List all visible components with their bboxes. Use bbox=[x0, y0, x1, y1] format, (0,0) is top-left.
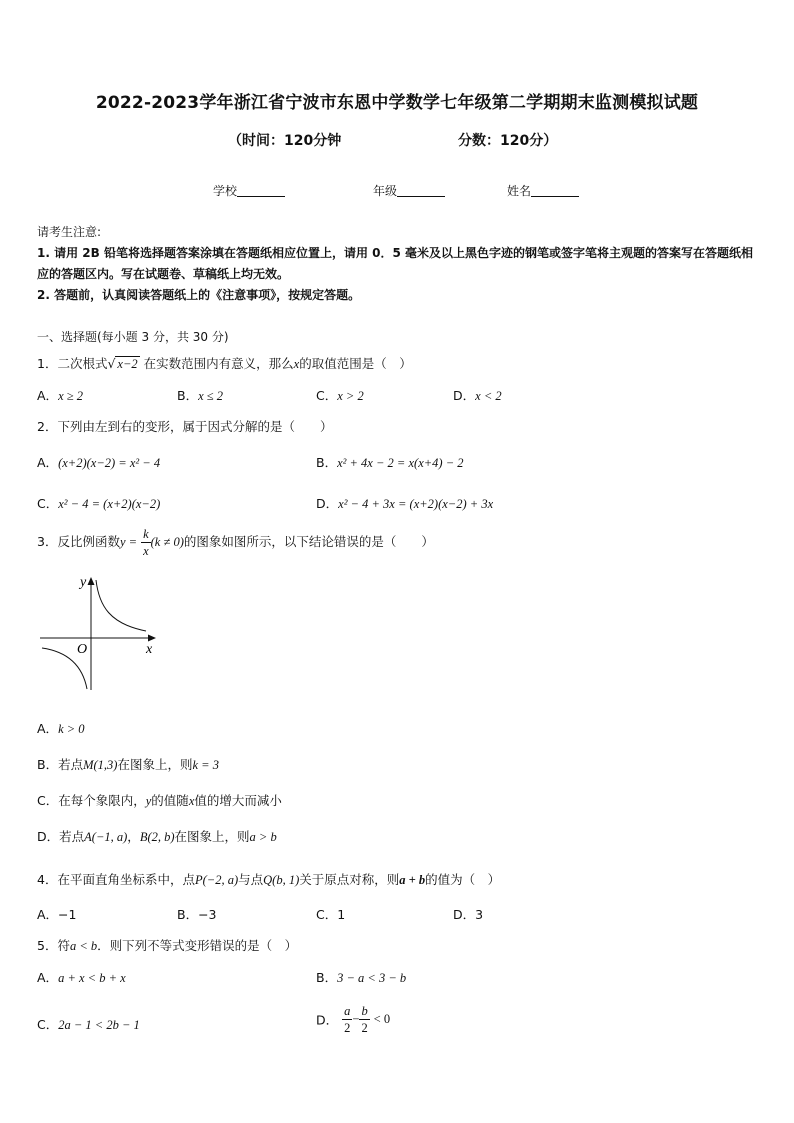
q5-option-a: A．a + x < b + x bbox=[37, 970, 126, 985]
q1-option-b: B．x ≤ 2 bbox=[177, 388, 223, 403]
question-5: 5．符a < b．则下列不等式变形错误的是（ ） bbox=[37, 938, 298, 953]
y-axis-arrow bbox=[88, 577, 95, 585]
q2-option-b: B．x² + 4x − 2 = x(x+4) − 2 bbox=[316, 455, 464, 470]
score-label: 分数：120分） bbox=[458, 133, 558, 149]
notice-item-2: 2. 答题前，认真阅读答题纸上的《注意事项》，按规定答题。 bbox=[37, 288, 361, 302]
grade-blank bbox=[397, 184, 445, 197]
branch-quadrant-1 bbox=[96, 580, 146, 631]
q1-option-a: A．x ≥ 2 bbox=[37, 388, 83, 403]
q2-option-a: A．(x+2)(x−2) = x² − 4 bbox=[37, 455, 161, 470]
q5-option-c: C．2a − 1 < 2b − 1 bbox=[37, 1017, 140, 1032]
section-heading: 一、选择题(每小题 3 分，共 30 分) bbox=[37, 330, 229, 344]
q3-cond: (k ≠ 0) bbox=[150, 535, 184, 549]
q1-var: x bbox=[293, 357, 300, 371]
q2-option-c: C．x² − 4 = (x+2)(x−2) bbox=[37, 496, 161, 511]
q4-option-a: A．−1 bbox=[37, 907, 77, 922]
notice-heading: 请考生注意: bbox=[37, 225, 102, 239]
question-2: 2．下列由左到右的变形，属于因式分解的是（ ） bbox=[37, 419, 333, 434]
time-label: （时间：120分钟 bbox=[228, 133, 342, 149]
q1-option-d: D．x < 2 bbox=[453, 388, 502, 403]
q5-option-d: D． $\frac{a}{2}$ − $\frac{b}{2}$ < 0 bbox=[316, 1004, 391, 1035]
notice-item-1: 1. 请用 2B 铅笔将选择题答案涂填在答题纸相应位置上，请用 0．5 毫米及以上黑色字迹的钢笔或签字笔将主观题的答案写在答题纸相应的答题区内。写在试题卷、草稿纸上均无效。 bbox=[37, 246, 753, 281]
q1-option-c: C．x > 2 bbox=[316, 388, 364, 403]
q2-option-d: D．x² − 4 + 3x = (x+2)(x−2) + 3x bbox=[316, 496, 494, 511]
q3-post: 的图象如图所示，以下结论错误的是（ ） bbox=[183, 534, 434, 549]
y-axis-label: y bbox=[80, 575, 87, 590]
q1-radicand: x−2 bbox=[117, 357, 138, 371]
school-field bbox=[213, 182, 285, 199]
q4-option-b: B．−3 bbox=[177, 907, 217, 922]
notice-block bbox=[37, 222, 759, 306]
page-title: 2022-2023学年浙江省宁波市东恩中学数学七年级第二学期期末监测模拟试题 bbox=[95, 93, 699, 113]
q4-option-d: D．3 bbox=[453, 907, 484, 922]
q3-option-b: B．若点M(1,3)在图象上，则k = 3 bbox=[37, 757, 219, 772]
question-1: 1．二次根式√ x−2 在实数范围内有意义，那么x的取值范围是（ ） bbox=[37, 356, 412, 371]
q4-option-c: C．1 bbox=[316, 907, 346, 922]
school-label: 学校 bbox=[213, 184, 238, 198]
origin-label: O bbox=[77, 642, 88, 657]
q3-y-eq: y = bbox=[119, 535, 138, 549]
school-blank bbox=[237, 184, 285, 197]
q3-prefix: 3．反比例函数 bbox=[37, 534, 120, 549]
name-field bbox=[507, 182, 579, 199]
q3-option-a: A．k > 0 bbox=[37, 721, 85, 736]
q1-post: 的取值范围是（ ） bbox=[299, 356, 412, 371]
q1-prefix: 1．二次根式 bbox=[37, 356, 108, 371]
grade-field bbox=[373, 182, 445, 199]
q5-option-b: B．3 − a < 3 − b bbox=[316, 970, 407, 985]
x-axis-arrow bbox=[148, 635, 156, 642]
name-label: 姓名 bbox=[507, 184, 532, 198]
question-3 bbox=[37, 526, 434, 559]
question-4: 4．在平面直角坐标系中，点P(−2, a)与点Q(b, 1)关于原点对称，则a + b的值为（ ） bbox=[37, 872, 501, 887]
q3-fraction: $\frac{k}{x}$ bbox=[143, 527, 149, 558]
q3-option-c: C．在每个象限内，y的值随x值的增大而减小 bbox=[37, 793, 282, 808]
grade-label: 年级 bbox=[373, 184, 398, 198]
inverse-function-graph bbox=[38, 572, 162, 696]
q1-mid: 在实数范围内有意义，那么 bbox=[143, 356, 294, 371]
name-blank bbox=[531, 184, 579, 197]
x-axis-label: x bbox=[146, 642, 153, 657]
q3-option-d: D．若点A(−1, a)，B(2, b)在图象上，则a > b bbox=[37, 829, 277, 844]
